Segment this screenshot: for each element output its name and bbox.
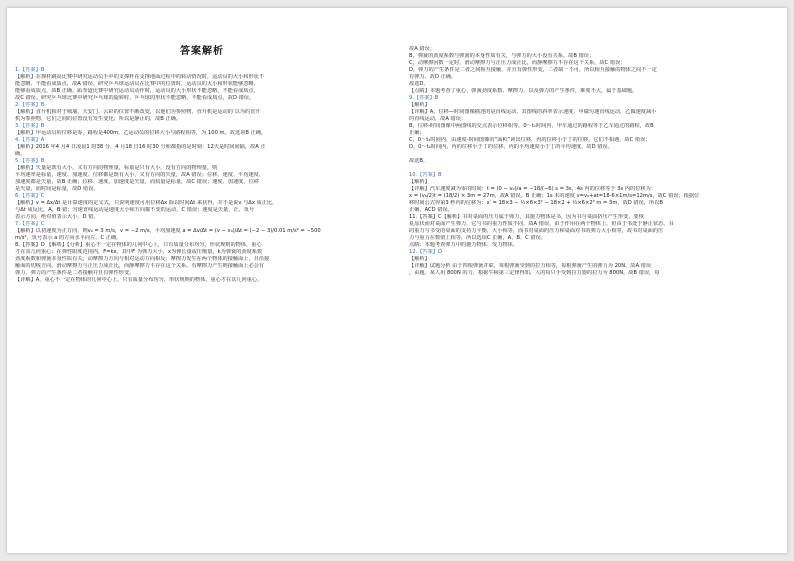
text-line: 【解析】 bbox=[409, 256, 430, 262]
text-line: x = (v₀/2)t = (18/2) × 3m = 27m，故A 错误，B 正确；1s 末的速度 v=v₀+at=18-6×1m/s=12m/s，故C 错误；根据位 bbox=[409, 193, 700, 199]
text-line: 劲度系数和弹簧本身性质有关；动摩擦力方向与相对运动方向相反；摩擦力发生在两个物体的接触面上，且沿接 bbox=[15, 256, 270, 262]
page-title: 答案解析 bbox=[180, 46, 224, 57]
text-line: 【详解】A，位移—时间图像描述的是直线运动，其图线的斜率表示速度，甲做匀速直线运动，乙做速度减小 bbox=[409, 109, 657, 115]
text-line: 加速度都是矢量，故B 正确；位移、速度、加速度是矢量，而质量是标量，故C 错误；速度、加速度、位移 bbox=[15, 179, 259, 185]
text-line: 正确，ACD 错误。 bbox=[409, 207, 453, 213]
text-line: 正确； bbox=[409, 130, 425, 136]
text-line: 【解析】矢量是既有大小，又有方向的物理量，标量是只有大小，没有方向的物理量，则 bbox=[15, 165, 218, 171]
text-line: 1.【答案】B bbox=[15, 67, 45, 73]
text-line: 才在其几何重心；在弹性限度范围内，F=kx，其中F 为弹力大小，x为伸长量或压缩量，k为弹簧的劲度系数 bbox=[15, 249, 263, 255]
text-line: 10.【答案】B bbox=[409, 172, 442, 178]
text-line: 力与重力在数值上相等，所以选项C 正确，A、B、C 错误。 bbox=[409, 235, 546, 241]
text-line: 机为参照物，它们之间的位置没有发生变化，所以是静止的，故B 正确。 bbox=[15, 116, 182, 122]
text-line: 9.【答案】B bbox=[409, 95, 439, 101]
text-line: 【解析】 bbox=[409, 102, 430, 108]
text-line: 11.【答案】C【解析】书对桌面的压力属于弹力，其施力物体是书，因为书与桌面挤压产生形变，要恢 bbox=[409, 214, 644, 220]
text-line: 3.【答案】B bbox=[15, 123, 45, 129]
text-line: 【详解】试题分析 由于四根弹簧并联，每根弹簧受到的拉力相等，每根弹簧产生的弹力为 20N，故A 错误 bbox=[409, 263, 652, 269]
text-line: 复原状而对桌面产生弹力，它与书的重力性质不同，故A 错误，由于作用在两个物体上，但由于书处于静止状态，书 bbox=[409, 221, 674, 227]
text-line: 【详解】A，重心不一定在物体的几何中心上，只有质量分布均匀，形状规则的物体，重心才在其几何重心， bbox=[15, 277, 263, 283]
text-line: 能够看成质点，故B 正确。跆拳道比赛中研究运动员动作时，运动员的大小形状不能忽略，不能看成质点， bbox=[15, 88, 259, 94]
text-line: C，动摩擦因数一定时，滑动摩擦力与正压力成正比，而静摩擦力不存在这个关系，故C 错误； bbox=[409, 60, 626, 66]
text-line: 移时间公式得第3 秒内的位移为：x′ = 18×3 − ½×6×3² − 18×2 + ½×6×2² m = 3m，故D 错误，所以B bbox=[409, 200, 663, 206]
text-line: 触面的切线方向。滑动摩擦力与正压力成正比，而静摩擦力不存在这个关系。有摩擦力产生则接触面上必会有 bbox=[15, 263, 265, 269]
text-line: C，0～t₂时间内，由速度-时间图像的“面积”读出位移，丙的位移小于丁的位移，它们不相遇，故C 错误； bbox=[409, 137, 651, 143]
right-column bbox=[409, 46, 777, 277]
text-line: 故C 错误。研究乒乓球比赛中研究乒乓球的旋转时，乒乓球的形状不能忽略，不能看成质点，故D 错误。 bbox=[15, 95, 255, 101]
text-line: 表示方向，绝对值表示大小，D 错。 bbox=[15, 214, 99, 220]
text-line: 能忽略，不能看成质点，故A 错误。研究乒乓球运动员在比赛中的位置时，运动员的大小和形状能够忽略， bbox=[15, 81, 259, 87]
text-line: 的重力与书受的桌面的支持力平衡，大小相等，而书对桌面的压力和桌面对书的弹力大小相等，故书对桌面的压 bbox=[409, 228, 664, 234]
text-line: 7.【答案】C bbox=[15, 221, 45, 227]
text-line: 【解析】甲运动员的位移是零，路程是400m，乙运动员的位移大小与路程相等，为 100 m。故选项B 正确。 bbox=[15, 130, 267, 136]
text-line: 8.【答案】D 【解析】【分析】重心不一定在物体的几何中心上，只有质量分布均匀，形状规则的物体，重心 bbox=[15, 242, 262, 248]
text-line: 与Δt 成反比，A，B 错；匀速直线运动是速度大小和方向都不变的运动，C 错误；速度是矢量，正、负号 bbox=[15, 207, 255, 213]
text-line: 【解析】v = Δx/Δt 是计算速度的定义式，只说明速度可用位移Δx 除以时间Δt 来获得，并不是说v 与Δx 成正比， bbox=[15, 200, 278, 206]
text-line: 故选D。 bbox=[409, 81, 429, 87]
text-line: 确。 bbox=[15, 151, 26, 157]
text-line: 12.【答案】D bbox=[409, 249, 442, 255]
text-line: 平均速率是标量，速度、加速度、位移都是既有大小，又有方向的矢量，故A 错误；位移、速度、平均速度、 bbox=[15, 172, 265, 178]
text-line: m/s²，负号表示 a 的方向水平向左，C 正确。 bbox=[15, 235, 122, 241]
text-line: ，由题，某人用 800N 的力，根据牛顿第三定律得知，人的每只手受到拉力器的拉力为 800N，故B 错误，每 bbox=[409, 270, 660, 276]
text-line: 【解析】2016 年4 月4 日凌晨1 时38 分，4 月18 日16 时30 分和都指的是时刻：12天是时间间隔，故A 正 bbox=[15, 144, 266, 150]
text-line: 5.【答案】B bbox=[15, 158, 45, 164]
left-column bbox=[15, 8, 389, 284]
text-line: 故选B。 bbox=[409, 158, 429, 164]
text-line: B，弹簧的劲度系数与弹簧的本身性质有关，与弹力的大小没有关系，故B 错误； bbox=[409, 53, 595, 59]
text-line: 弹力，弹力的产生条件是二者接触并且有弹性形变。 bbox=[15, 270, 135, 276]
text-line: 有弹力，故D 正确。 bbox=[409, 74, 457, 80]
text-line: 点睛：本题考查弹力中的施力物体、受力物体。 bbox=[409, 242, 518, 248]
text-line: D，弹力的产生条件是二者之间相互接触，并且有弹性形变，二者缺一不可，所以相互接触的物体之间不一定 bbox=[409, 67, 657, 73]
text-line bbox=[409, 165, 777, 172]
text-line: 【解析】直升机相对于城墙、天安门、云彩的位置不断改变，以他们为参照物，直升机是运动的 以为的直升 bbox=[15, 109, 261, 115]
text-line: 是矢量，而时间是标量，故D 错误。 bbox=[15, 186, 99, 192]
text-line bbox=[409, 151, 777, 158]
text-line: 6.【答案】C bbox=[15, 193, 45, 199]
text-line: 【点睛】本题考查了重心、弹簧劲度系数、摩擦力，以及弹力的产生条件，难度不大，属于基础题。 bbox=[409, 88, 638, 94]
text-line: 【解析】以初速度为正方向，则v₀ = 3 m/s，v = −2 m/s，平均加速度 a = Δv/Δt = (v − v₀)/Δt = (−2 − 3)/0.01 m/s² = −500 bbox=[15, 228, 321, 234]
text-line: 的直线运动，故A 错误； bbox=[409, 116, 467, 122]
text-line: 4.【答案】A bbox=[15, 137, 45, 143]
text-line: B，位移-时间图像中两图线的交点表示位移相等，0～t₁时间内，甲车通过的路程等于乙车通过的路程，故B bbox=[409, 123, 654, 129]
text-line: 2.【答案】B bbox=[15, 102, 45, 108]
text-line: 故A 错误； bbox=[409, 46, 435, 52]
text-line: 【详解】汽车速度减为零的时间：t = (0 − v₀)/a = −18/(−6) s = 3s，4s 内的位移等于 3s 内的位移为： bbox=[409, 186, 656, 192]
text-line: D，0～t₂时间内，丙的位移小于丁的位移，丙的平均速度小于丁的平均速度，故D 错误。 bbox=[409, 144, 613, 150]
text-line: 【解析】 bbox=[409, 179, 430, 185]
text-line: 【解析】在撑杆跳高比赛中研究运动员手中的支撑杆在支撑地面过程中的转动情况时，运动员的大小和形状不 bbox=[15, 74, 265, 80]
document-page bbox=[7, 8, 787, 553]
